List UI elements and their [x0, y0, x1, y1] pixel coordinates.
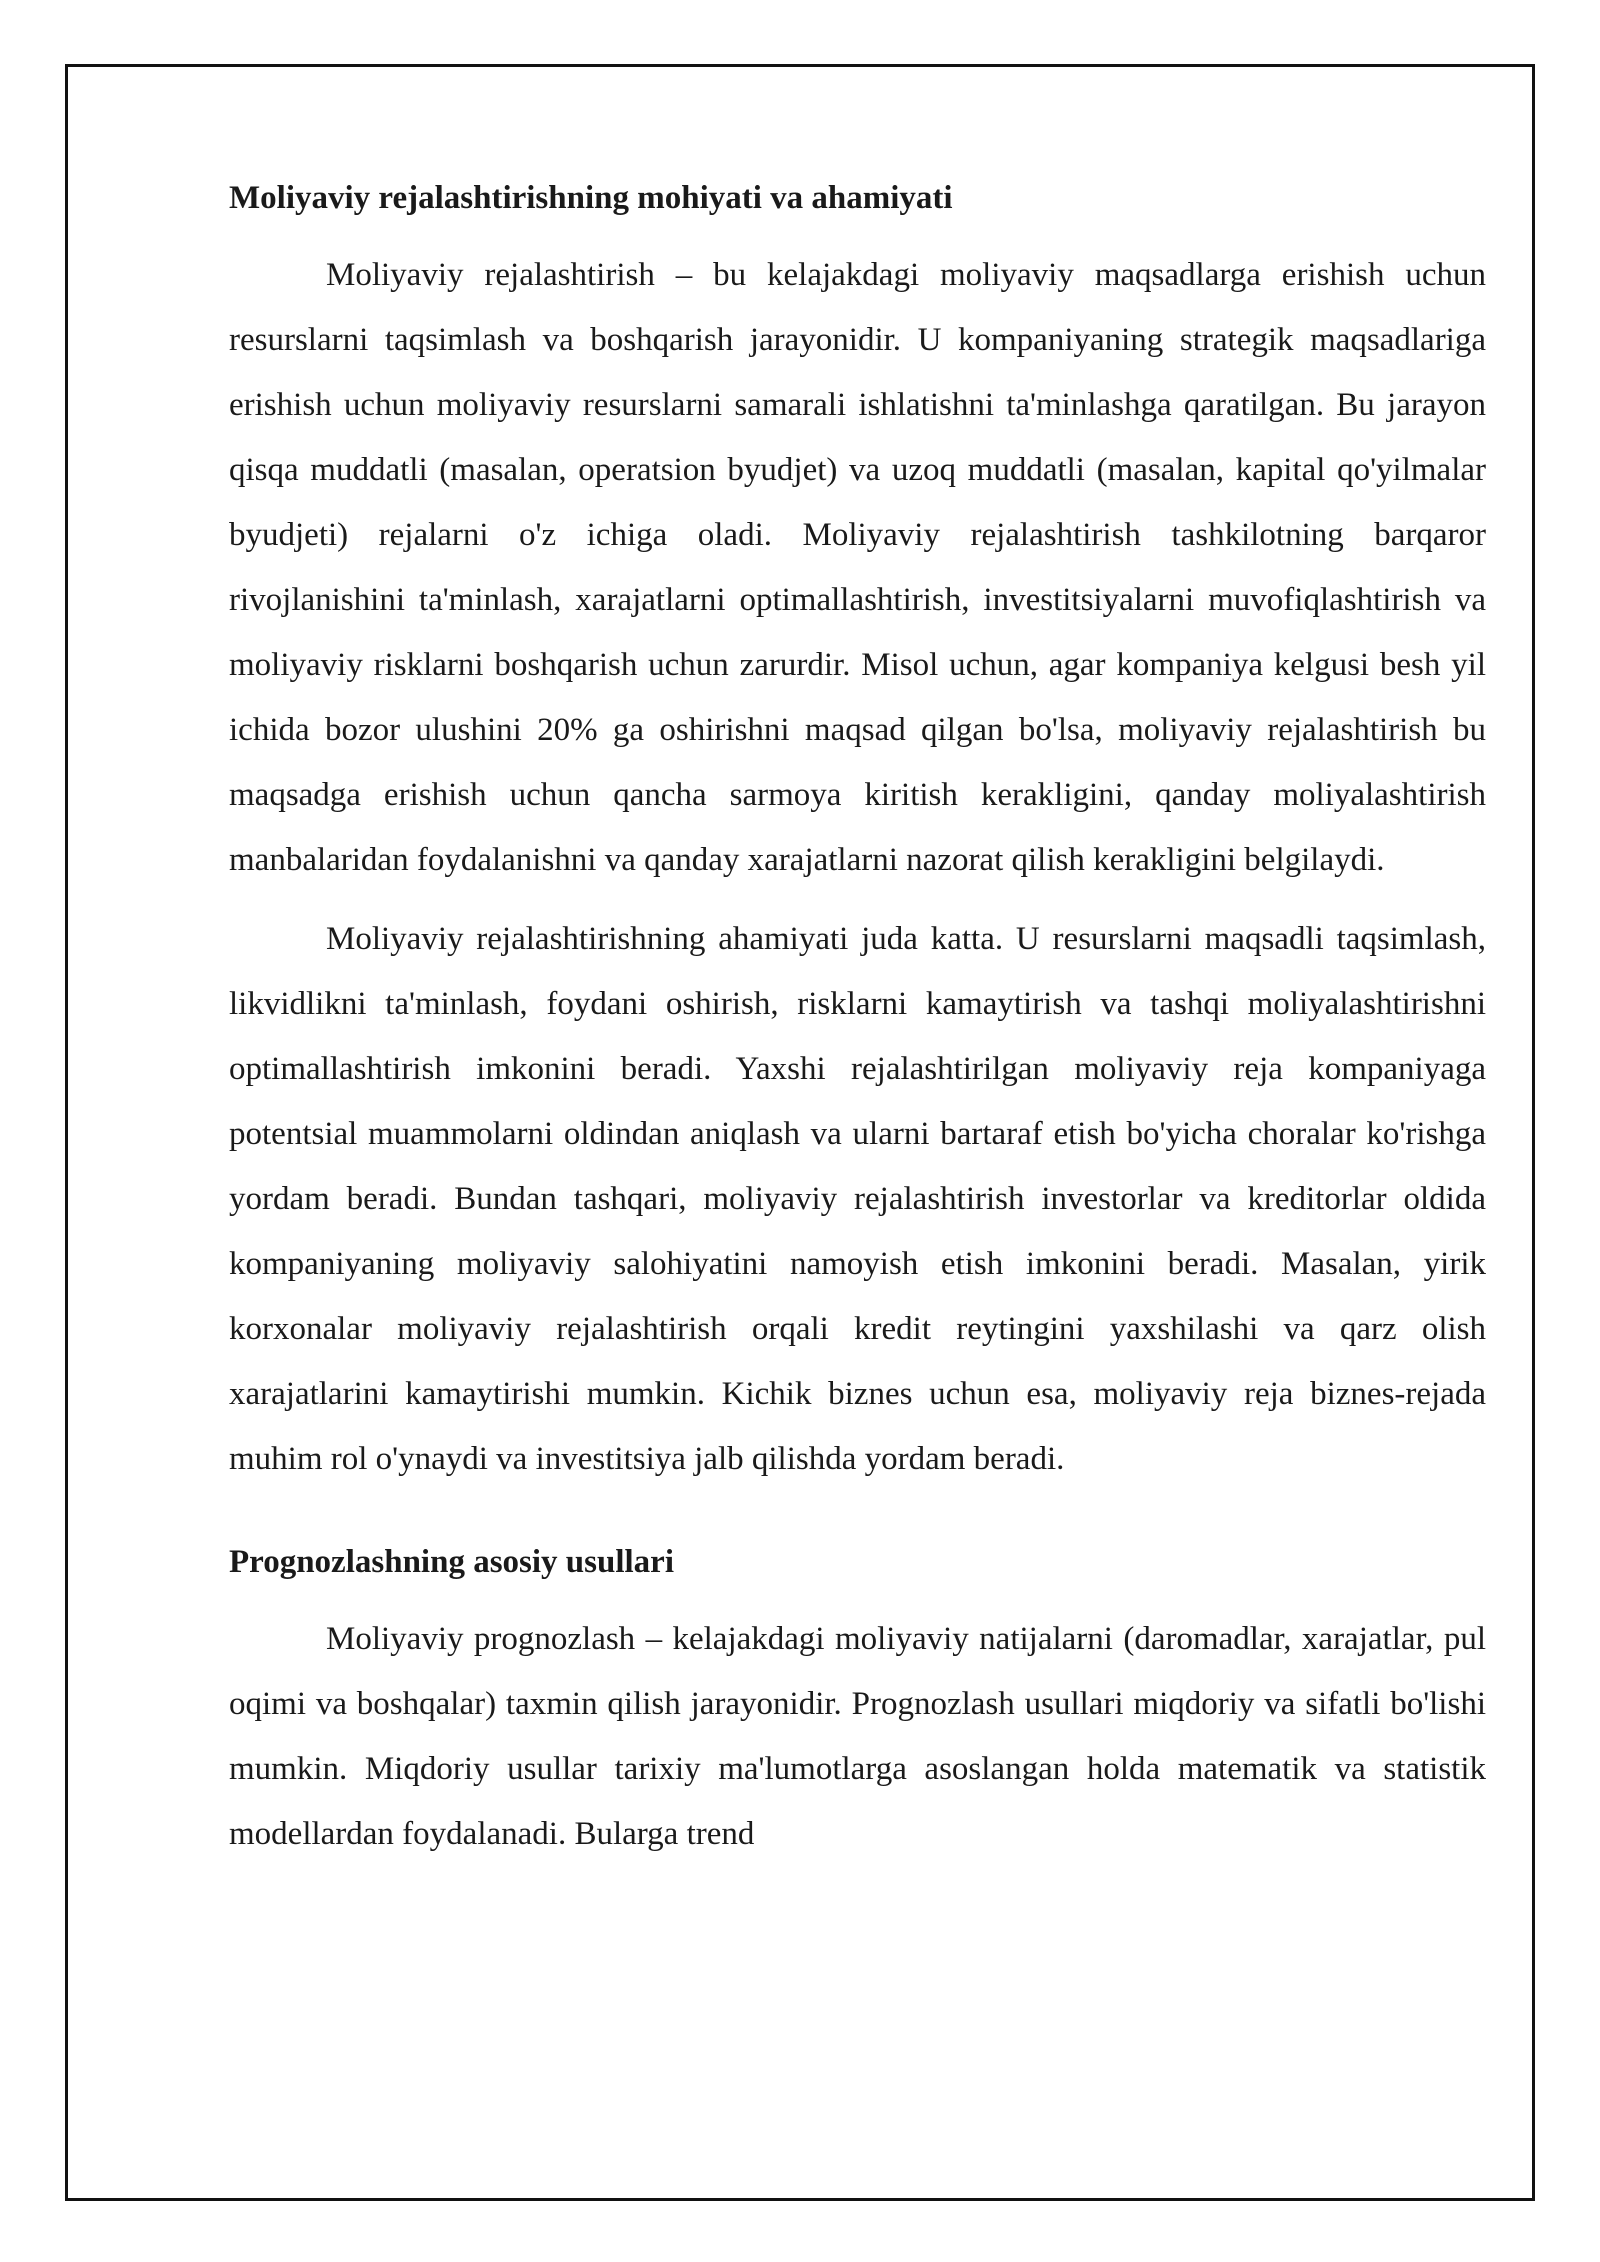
paragraph-planning-importance: Moliyaviy rejalashtirishning ahamiyati juda katta. U resurslarni maqsadli taqsimlash, likvidlikni ta'minlash, foydani oshirish, risklarni kamaytirish va tashqi moliyalashtirishni optimallashtirish imkonini beradi. Yaxshi rejalashtirilgan moliyaviy reja kompaniyaga potentsial muammolarni oldindan aniqlash va ularni bartaraf etish bo'yicha choralar ko'rishga yordam beradi. Bundan tashqari, moliyaviy rejalashtirish investorlar va kreditorlar oldida kompaniyaning moliyaviy salohiyatini namoyish etish imkonini beradi. Masalan, yirik korxonalar moliyaviy rejalashtirish orqali kredit reytingini yaxshilashi va qarz olish xarajatlarini kamaytirishi mumkin. Kichik biznes uchun esa, moliyaviy reja biznes-rejada muhim rol o'ynaydi va investitsiya jalb qilishda yordam beradi.	[229, 921, 1486, 1477]
section-heading-forecasting-methods: Prognozlashning asosiy usullari	[229, 1544, 675, 1580]
paragraph-forecasting-intro: Moliyaviy prognozlash – kelajakdagi moliyaviy natijalarni (daromadlar, xarajatlar, pul oqimi va boshqalar) taxmin qilish jarayonidir. Prognozlash usullari miqdoriy va sifatli bo'lishi mumkin. Miqdoriy usullar tarixiy ma'lumotlarga asoslangan holda matematik va statistik modellardan foydalanadi. Bularga trend	[229, 1621, 1486, 1852]
document-body	[229, 166, 1486, 1867]
paragraph-planning-essence: Moliyaviy rejalashtirish – bu kelajakdagi moliyaviy maqsadlarga erishish uchun resurslarni taqsimlash va boshqarish jarayonidir. U kompaniyaning strategik maqsadlariga erishish uchun moliyaviy resurslarni samarali ishlatishni ta'minlashga qaratilgan. Bu jarayon qisqa muddatli (masalan, operatsion byudjet) va uzoq muddatli (masalan, kapital qo'yilmalar byudjeti) rejalarni o'z ichiga oladi. Moliyaviy rejalashtirish tashkilotning barqaror rivojlanishini ta'minlash, xarajatlarni optimallashtirish, investitsiyalarni muvofiqlashtirish va moliyaviy risklarni boshqarish uchun zarurdir. Misol uchun, agar kompaniya kelgusi besh yil ichida bozor ulushini 20% ga oshirishni maqsad qilgan bo'lsa, moliyaviy rejalashtirish bu maqsadga erishish uchun qancha sarmoya kiritish kerakligini, qanday moliyalashtirish manbalaridan foydalanishni va qanday xarajatlarni nazorat qilish kerakligini belgilaydi.	[229, 257, 1486, 878]
section-heading-financial-planning: Moliyaviy rejalashtirishning mohiyati va ahamiyati	[229, 180, 953, 216]
